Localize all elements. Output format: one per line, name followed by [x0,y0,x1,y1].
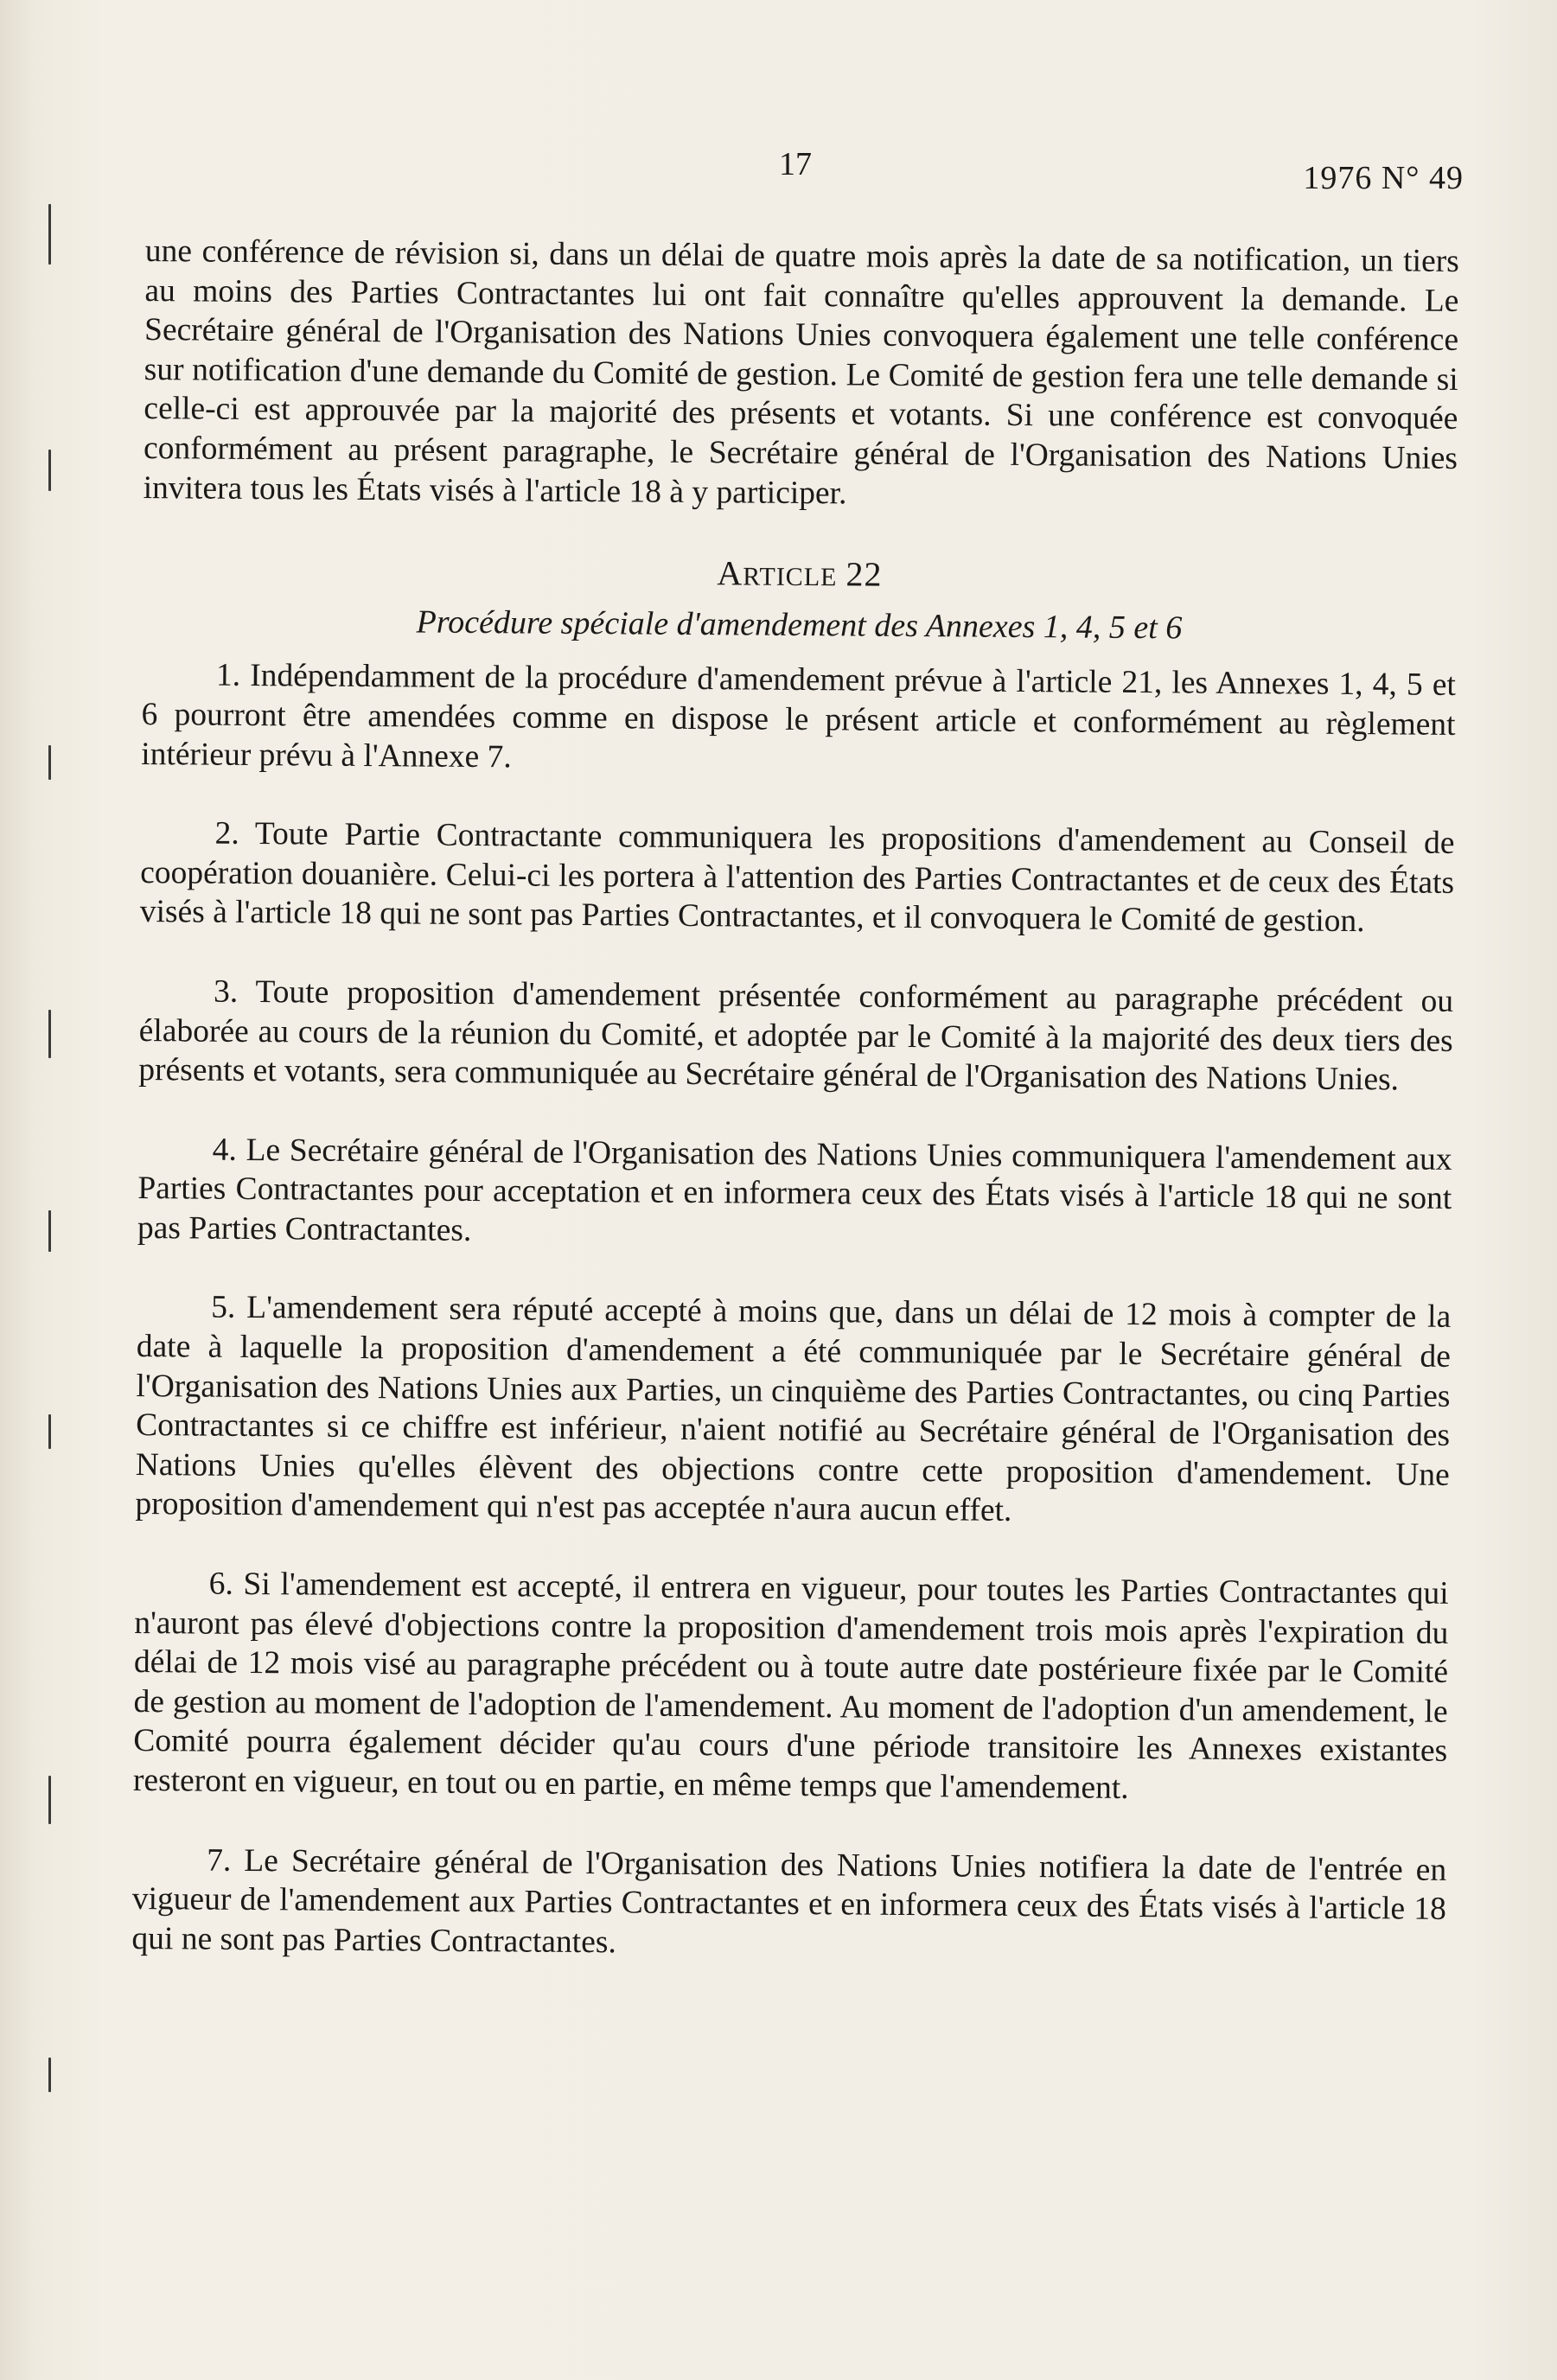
article-subtitle: Procédure spéciale d'amendement des Annexes 1, 4, 5 et 6 [416,603,1183,647]
binding-margin-mark [48,1210,51,1252]
article-paragraph: 1. Indépendamment de la procédure d'amendement prévue à l'article 21, les Annexes 1, 4, 5 et 6 pourront être amendées comme en dispose le présent article et conformément au règlement intérieur prévu à l'Annexe 7. [141,658,1457,775]
binding-margin-mark [48,745,51,780]
binding-margin-mark [48,1414,51,1449]
binding-margin-mark [48,1010,51,1058]
article-paragraph: 2. Toute Partie Contractante communiquera les propositions d'amendement au Conseil de coopération douanière. Celui-ci les portera à l'attention des Parties Contractantes et de ceux des États visés à l'article 18 qui ne sont pas Parties Contractantes, et il convoquera le Comité de gestion. [139,815,1455,940]
page-number: 17 [779,146,812,182]
article-paragraph: 3. Toute proposition d'amendement présentée conformément au paragraphe précédent ou élaborée au cours de la réunion du Comité, et adoptée par le Comité à la majorité des deux tiers des présents et votants, sera communiquée au Secrétaire général de l'Organisation des Nations Unies. [138,973,1454,1098]
article-paragraph: 5. L'amendement sera réputé accepté à moins que, dans un délai de 12 mois à compter de la date à laquelle la proposition d'amendement a été communiquée par le Secrétaire général de l'Organisation des Nations Unies aux Parties, un cinquième des Parties Contractantes, ou cinq Parties Contractantes si ce chiffre est inférieur, n'aient notifié au Secrétaire général de l'Organisation des Nations Unies qu'elles élèvent des objections contre cette proposition d'amendement. Une proposition d'amendement qui n'est pas acceptée n'aura aucun effet. [135,1290,1452,1529]
binding-margin-mark [48,204,51,265]
article-heading [143,549,1457,603]
intro-paragraph: une conférence de révision si, dans un délai de quatre mois après la date de sa notification, un tiers au moins des Parties Contractantes lui ont fait connaître qu'elles approuvent la demande. Le Secrétaire général de l'Organisation des Nations Unies convoquera également une telle conférence sur notification d'une demande du Comité de gestion. Le Comité de gestion fera une telle demande si celle-ci est approuvée par la majorité des présents et votants. Si une conférence est convoquée conformément au présent paragraphe, le Secrétaire général de l'Organisation des Nations Unies invitera tous les États visés à l'article 18 à y participer. [143,233,1459,511]
binding-margin-mark [48,2058,51,2092]
article-paragraph: 4. Le Secrétaire général de l'Organisation des Nations Unies communiquera l'amendement aux Parties Contractantes pour acceptation et en informera ceux des États visés à l'article 18 qui ne sont pas Parties Contractantes. [137,1132,1452,1248]
article-heading-word: RTICLE [743,562,838,592]
binding-margin-mark [48,450,51,491]
article-heading-initial: A [717,553,743,593]
article-paragraph: 7. Le Secrétaire général de l'Organisation des Nations Unies notifiera la date de l'entrée en vigueur de l'amendement aux Parties Contractantes et en informera ceux des États visés à l'article 18 qui ne sont pas Parties Contractantes. [131,1842,1447,1961]
body-text [131,232,1459,1968]
article-heading-number: 22 [846,554,883,594]
article-paragraph: 6. Si l'amendement est accepté, il entrera en vigueur, pour toutes les Parties Contractantes qui n'auront pas élevé d'objections contre la proposition d'amendement trois mois après l'expiration du délai de 12 mois visé au paragraphe précédent ou à toute autre date postérieure fixée par le Comité de gestion au moment de l'adoption de l'amendement. Au moment de l'adoption d'un amendement, le Comité pourra également décider qu'au cours d'une période transitoire les Annexes existantes resteront en vigueur, en tout ou en partie, en même temps que l'amendement. [132,1566,1449,1806]
binding-margin-mark [48,1776,51,1824]
running-head: 1976 N° 49 [1303,160,1464,196]
